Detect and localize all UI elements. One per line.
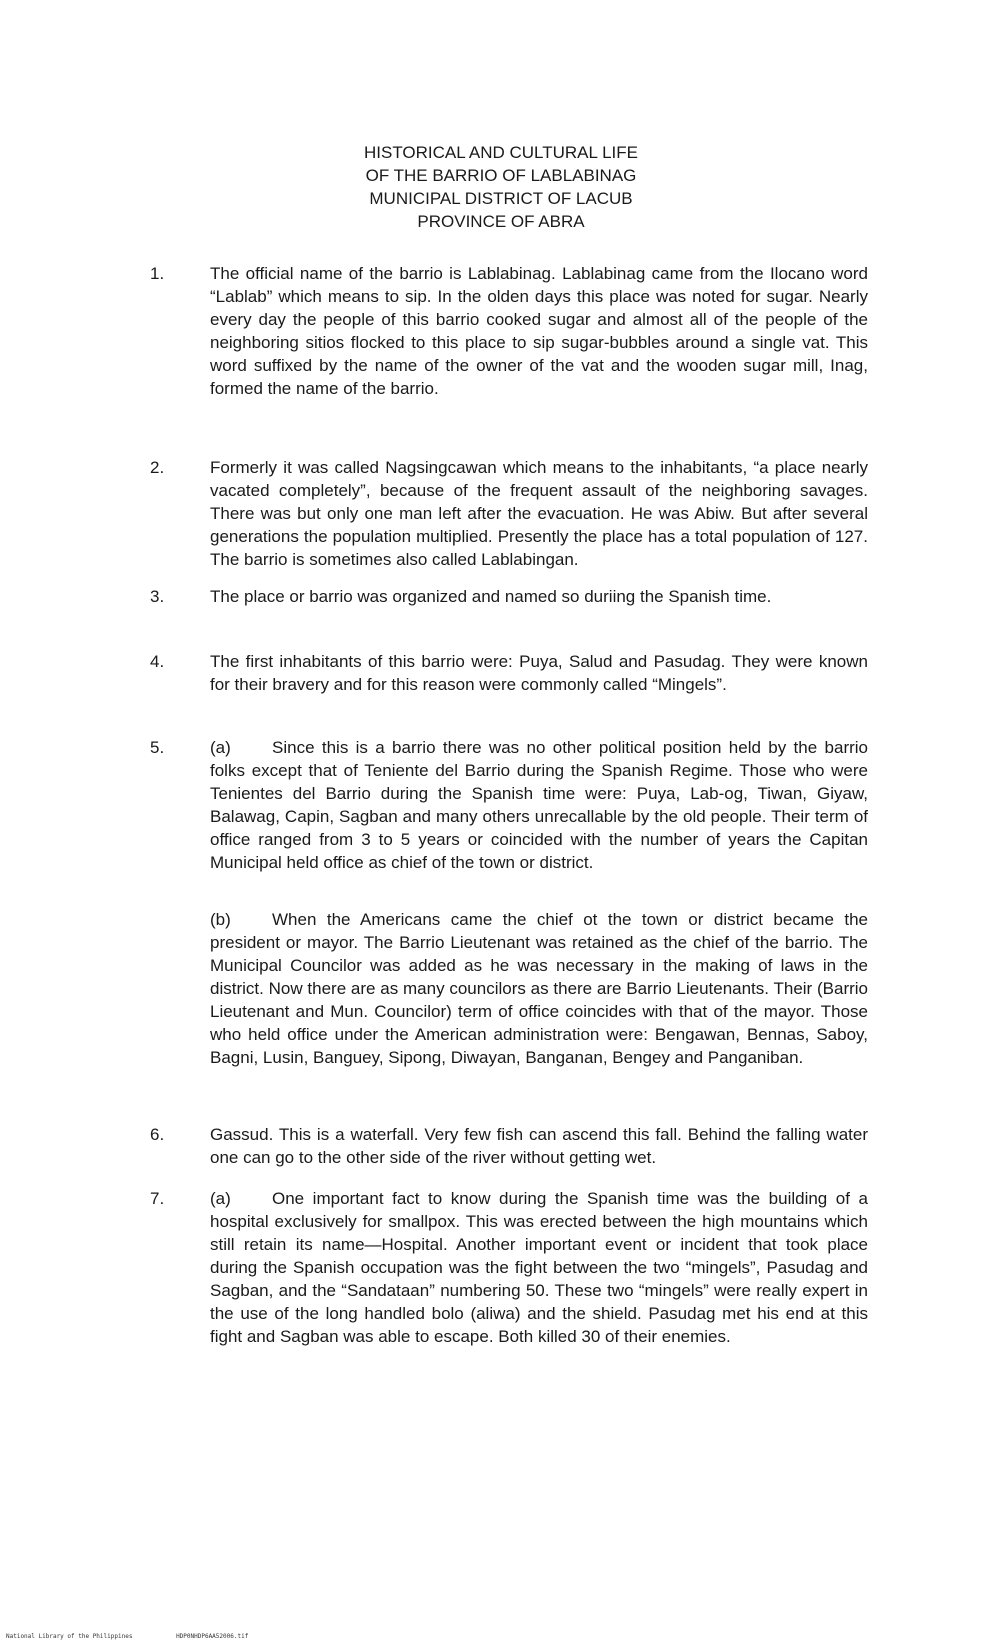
item-number: 3. [150,587,165,606]
title-line-1: HISTORICAL AND CULTURAL LIFE [364,143,638,162]
item-text [210,908,868,1069]
library-credit: National Library of the Philippines [6,1633,133,1640]
item-number: 1. [150,264,165,283]
item-number: 2. [150,458,165,477]
item-number: 6. [150,1125,165,1144]
item-text: The place or barrio was organized and named so duriing the Spanish time. [210,587,772,606]
scan-footer [6,1633,288,1640]
document-title [0,141,1002,233]
sub-text: One important fact to know during the Spanish time was the building of a hospital exclusively for smallpox. This was erected between the high mountains which still retain its name—Hospital. Another important event or incident that took place during the Spanish occupation was the fight between the two “mingels”, Pasudag and Sagban, and the “Sandataan” numbering 50. These two “mingels” were really expert in the use of the long handled bolo (aliwa) and the shield. Pasudag met his end at this fight and Sagban was able to escape. Both killed 30 of their enemies. [210,1189,868,1346]
item-text: The first inhabitants of this barrio were: Puya, Salud and Pasudag. They were known for their bravery and for this reason were commonly called “Mingels”. [210,652,868,694]
item-number: 4. [150,652,165,671]
item-text: The official name of the barrio is Lablabinag. Lablabinag came from the Ilocano word “Lablab” which means to sip. In the olden days this place was noted for sugar. Nearly every day the people of this barrio cooked sugar and almost all of the people of the neighboring sitios flocked to this place to sip sugar-bubbles around a single vat. This word suffixed by the name of the owner of the vat and the wooden sugar mill, Inag, formed the name of the barrio. [210,264,868,398]
sub-text: When the Americans came the chief ot the town or district became the president or mayor. The Barrio Lieutenant was retained as the chief of the barrio. The Municipal Councilor was added as he was necessary in the making of laws in the district. Now there are as many councilors as there are Barrio Lieutenants. Their (Barrio Lieutenant and Mun. Councilor) term of office coincides with that of the mayor. Those who held office under the American administration were: Bengawan, Bennas, Saboy, Bagni, Lusin, Banguey, Sipong, Diwayan, Banganan, Bengey and Panganiban. [210,910,868,1067]
item-number: 7. [150,1189,165,1208]
sub-label: (a) [210,738,231,757]
sub-label: (b) [210,910,231,929]
item-text [210,1187,868,1348]
title-line-2: OF THE BARRIO OF LABLABINAG [365,166,637,185]
item-number: 5. [150,738,165,757]
sub-label: (a) [210,1189,231,1208]
item-text: Gassud. This is a waterfall. Very few fish can ascend this fall. Behind the falling water one can go to the other side of the river without getting wet. [210,1125,868,1167]
title-line-3: MUNICIPAL DISTRICT OF LACUB [369,189,633,208]
item-text [210,736,868,874]
title-line-4: PROVINCE OF ABRA [417,212,585,231]
item-text: Formerly it was called Nagsingcawan which means to the inhabitants, “a place nearly vacated completely”, because of the frequent assault of the neighboring savages. There was but only one man left after the evacuation. He was Abiw. But after several generations the population multiplied. Presently the place has a total population of 127. The barrio is sometimes also called Lablabingan. [210,458,868,569]
sub-text: Since this is a barrio there was no other political position held by the barrio folks except that of Teniente del Barrio during the Spanish Regime. Those who were Tenientes del Barrio during the Spanish time were: Puya, Lab-og, Tiwan, Giyaw, Balawag, Capin, Sagban and many others unrecallable by the old people. Their term of office ranged from 3 to 5 years or coincided with the number of years the Capitan Municipal held office as chief of the town or district. [210,738,868,872]
file-id: HDP0NHDP6AA52006.tif [176,1633,249,1640]
